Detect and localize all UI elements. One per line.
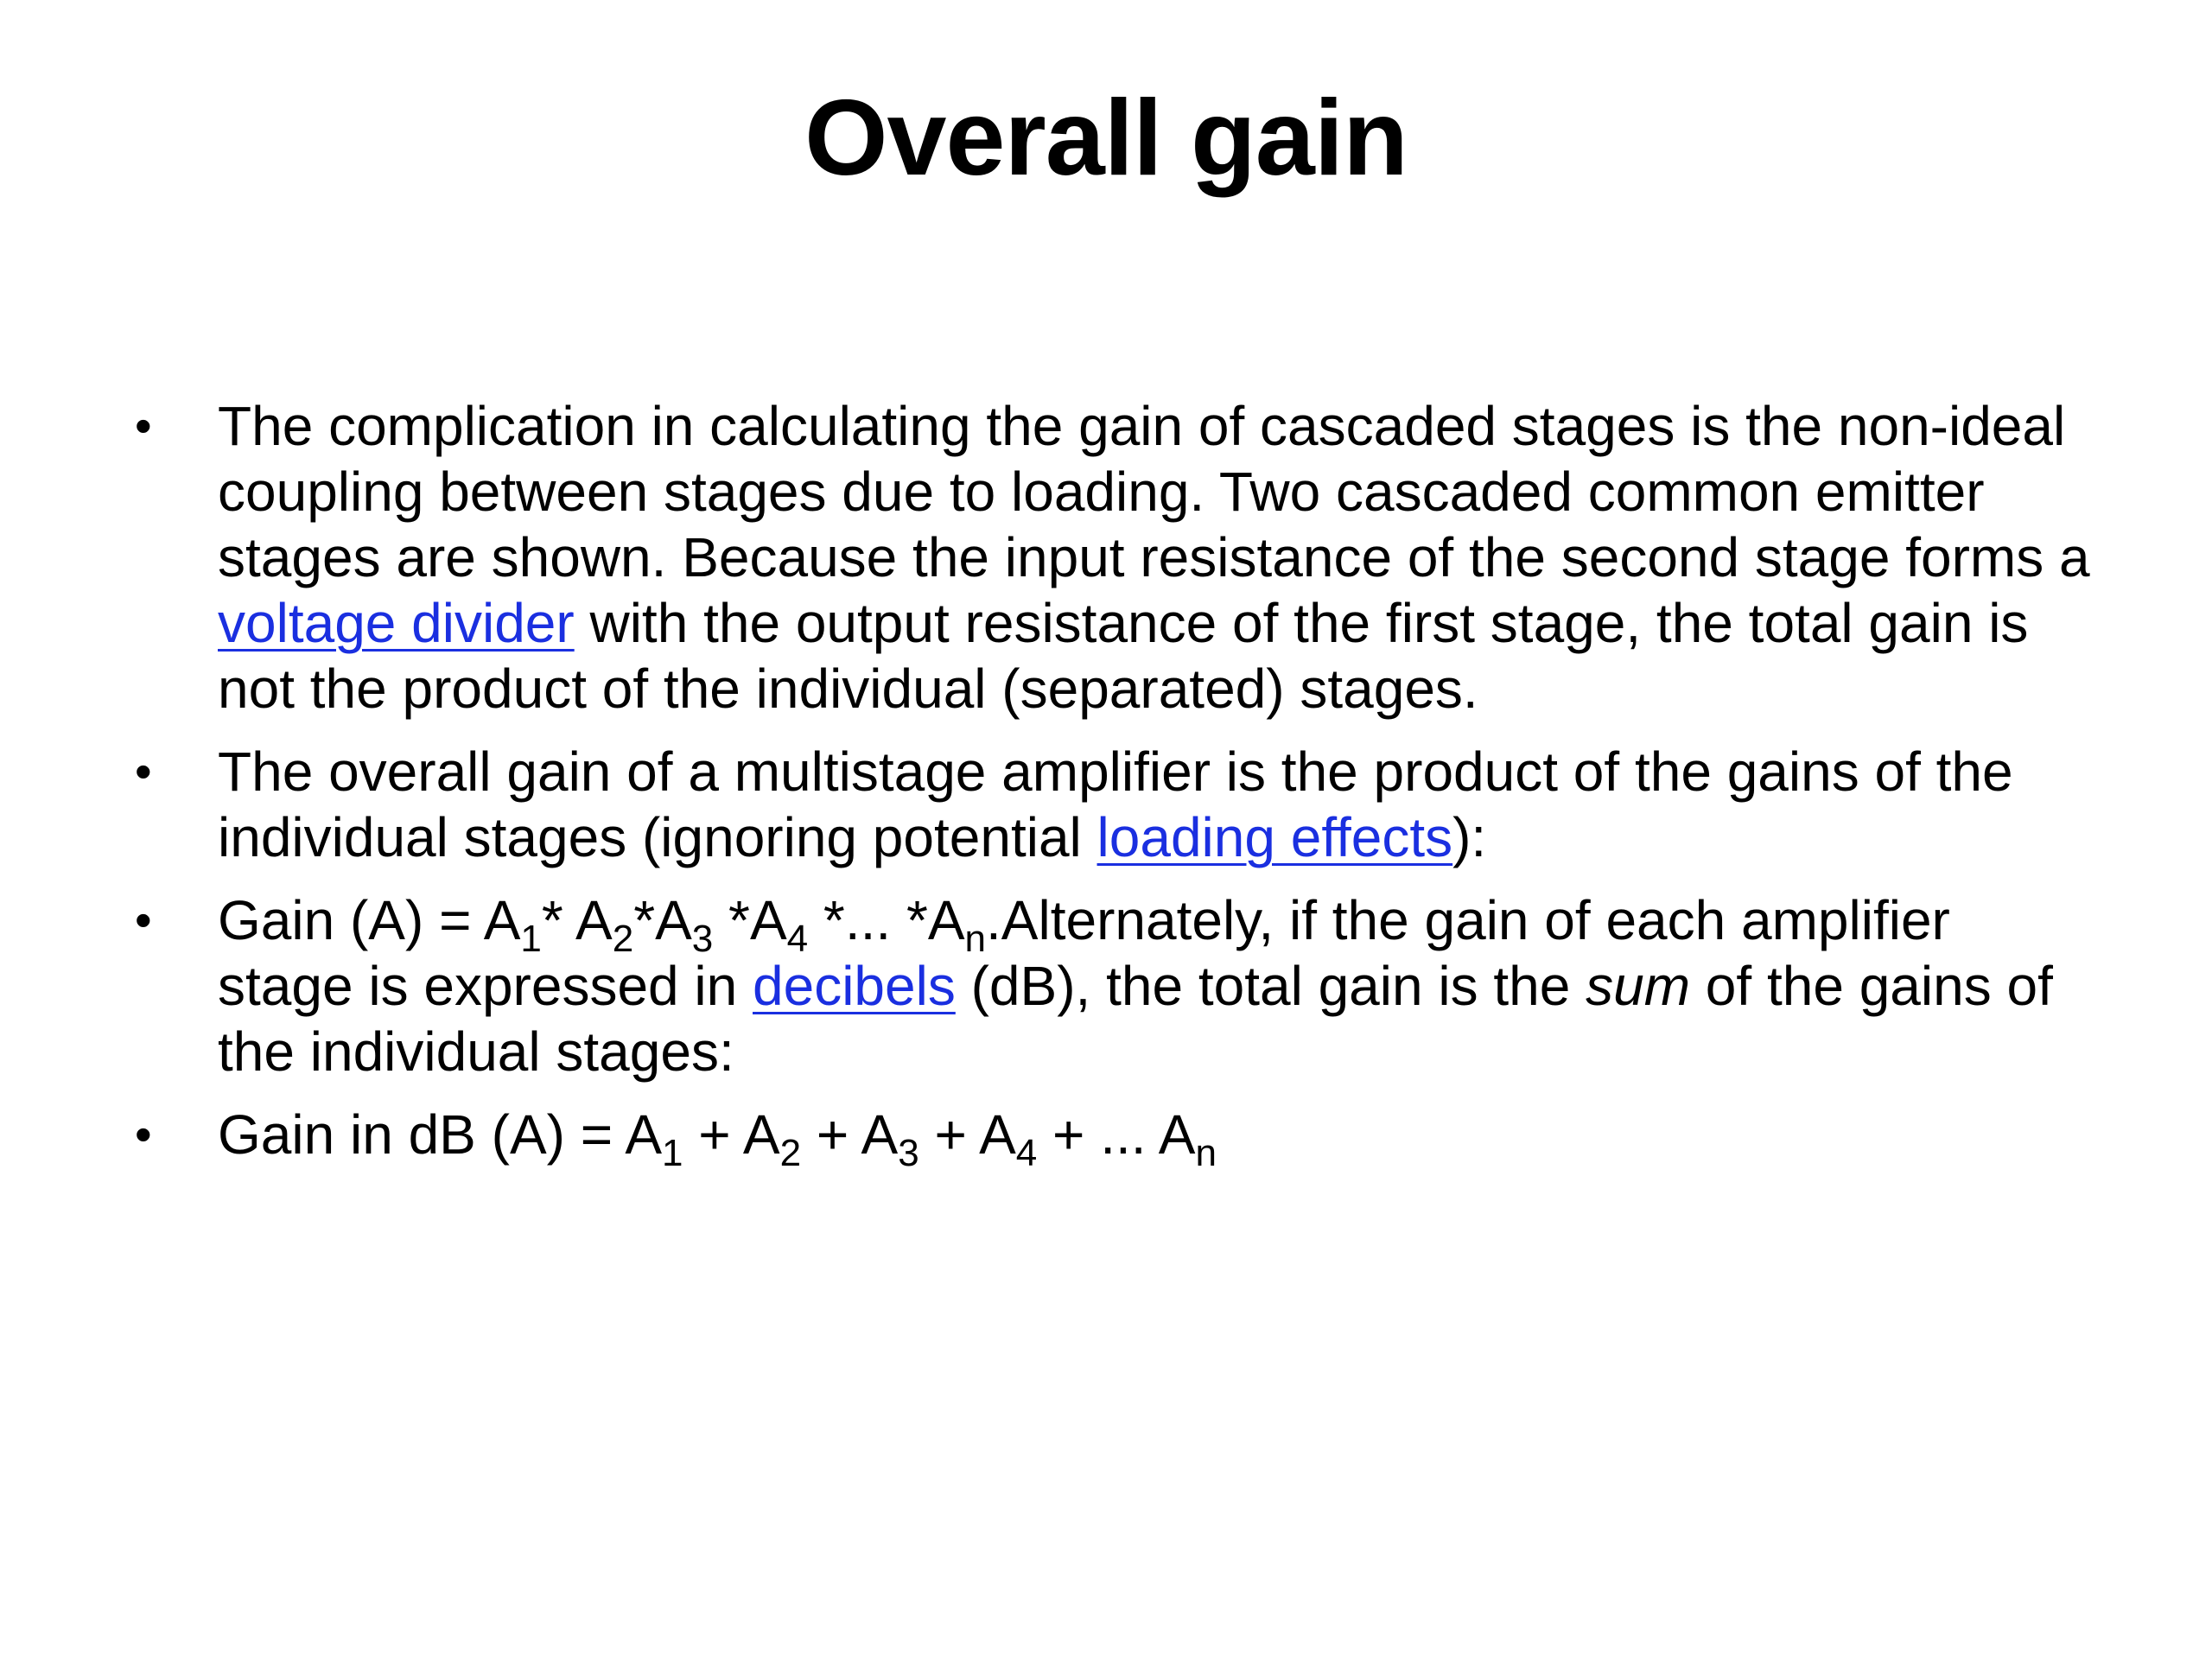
formula-subscript: 4 — [1015, 1132, 1038, 1174]
bullet-icon: • — [135, 744, 152, 798]
formula-subscript: 4 — [786, 918, 809, 960]
formula-subscript: n — [964, 918, 987, 960]
bullet-icon: • — [135, 893, 152, 947]
formula-subscript: 2 — [612, 918, 634, 960]
slide-title: Overall gain — [804, 79, 1408, 198]
formula-text: + A — [683, 1103, 780, 1166]
formula-subscript: 1 — [662, 1132, 683, 1174]
bullet-text: The complication in calculating the gain of cascaded stages is the non-ideal coupling between stages due to loading. Two cascaded common emitter stages are shown. Because the input resistance of the second stage forms a — [218, 395, 2090, 588]
formula-text: + A — [801, 1103, 899, 1166]
bullet-icon: • — [135, 1107, 152, 1161]
bullet-list — [128, 393, 2098, 1185]
link-decibels[interactable]: decibels — [753, 955, 956, 1017]
formula-subscript: 3 — [691, 918, 714, 960]
gain-db-formula — [218, 1103, 1217, 1174]
gain-product-formula — [218, 889, 987, 960]
bullet-text: .Alternately, if the gain of each amplifier stage is expressed in — [218, 889, 1950, 1017]
formula-subscript: n — [1195, 1132, 1217, 1174]
bullet-item-gain-db — [128, 1102, 2098, 1174]
formula-text: Gain in dB (A) = A — [218, 1103, 663, 1166]
formula-text: + ... A — [1037, 1103, 1196, 1166]
formula-text: *A — [633, 889, 692, 951]
bullet-text: (dB), the total gain is the — [955, 955, 1586, 1017]
formula-text: *... *A — [808, 889, 965, 951]
link-loading-effects[interactable]: loading effects — [1096, 806, 1453, 868]
formula-subscript: 1 — [520, 918, 542, 960]
bullet-item-loading — [128, 393, 2098, 721]
bullet-text: The overall gain of a multistage amplifier is the product of the gains of the individual stages (ignoring potential — [218, 741, 2013, 868]
bullet-icon: • — [135, 398, 152, 453]
formula-text: *A — [713, 889, 787, 951]
emphasis-sum: sum — [1586, 955, 1690, 1017]
formula-text: + A — [918, 1103, 1016, 1166]
bullet-text: ): — [1452, 806, 1487, 868]
bullet-item-overall-gain — [128, 739, 2098, 870]
bullet-text: with the output resistance of the first stage, the total gain is not the product of the individual (separated) stages. — [218, 592, 2029, 720]
bullet-item-gain-product — [128, 887, 2098, 1084]
formula-text: Gain (A) = A — [218, 889, 521, 951]
formula-subscript: 2 — [779, 1132, 802, 1174]
formula-text: * A — [541, 889, 613, 951]
formula-subscript: 3 — [898, 1132, 919, 1174]
link-voltage-divider[interactable]: voltage divider — [218, 592, 575, 654]
bullet-text: of the gains of the individual stages: — [218, 955, 2053, 1083]
